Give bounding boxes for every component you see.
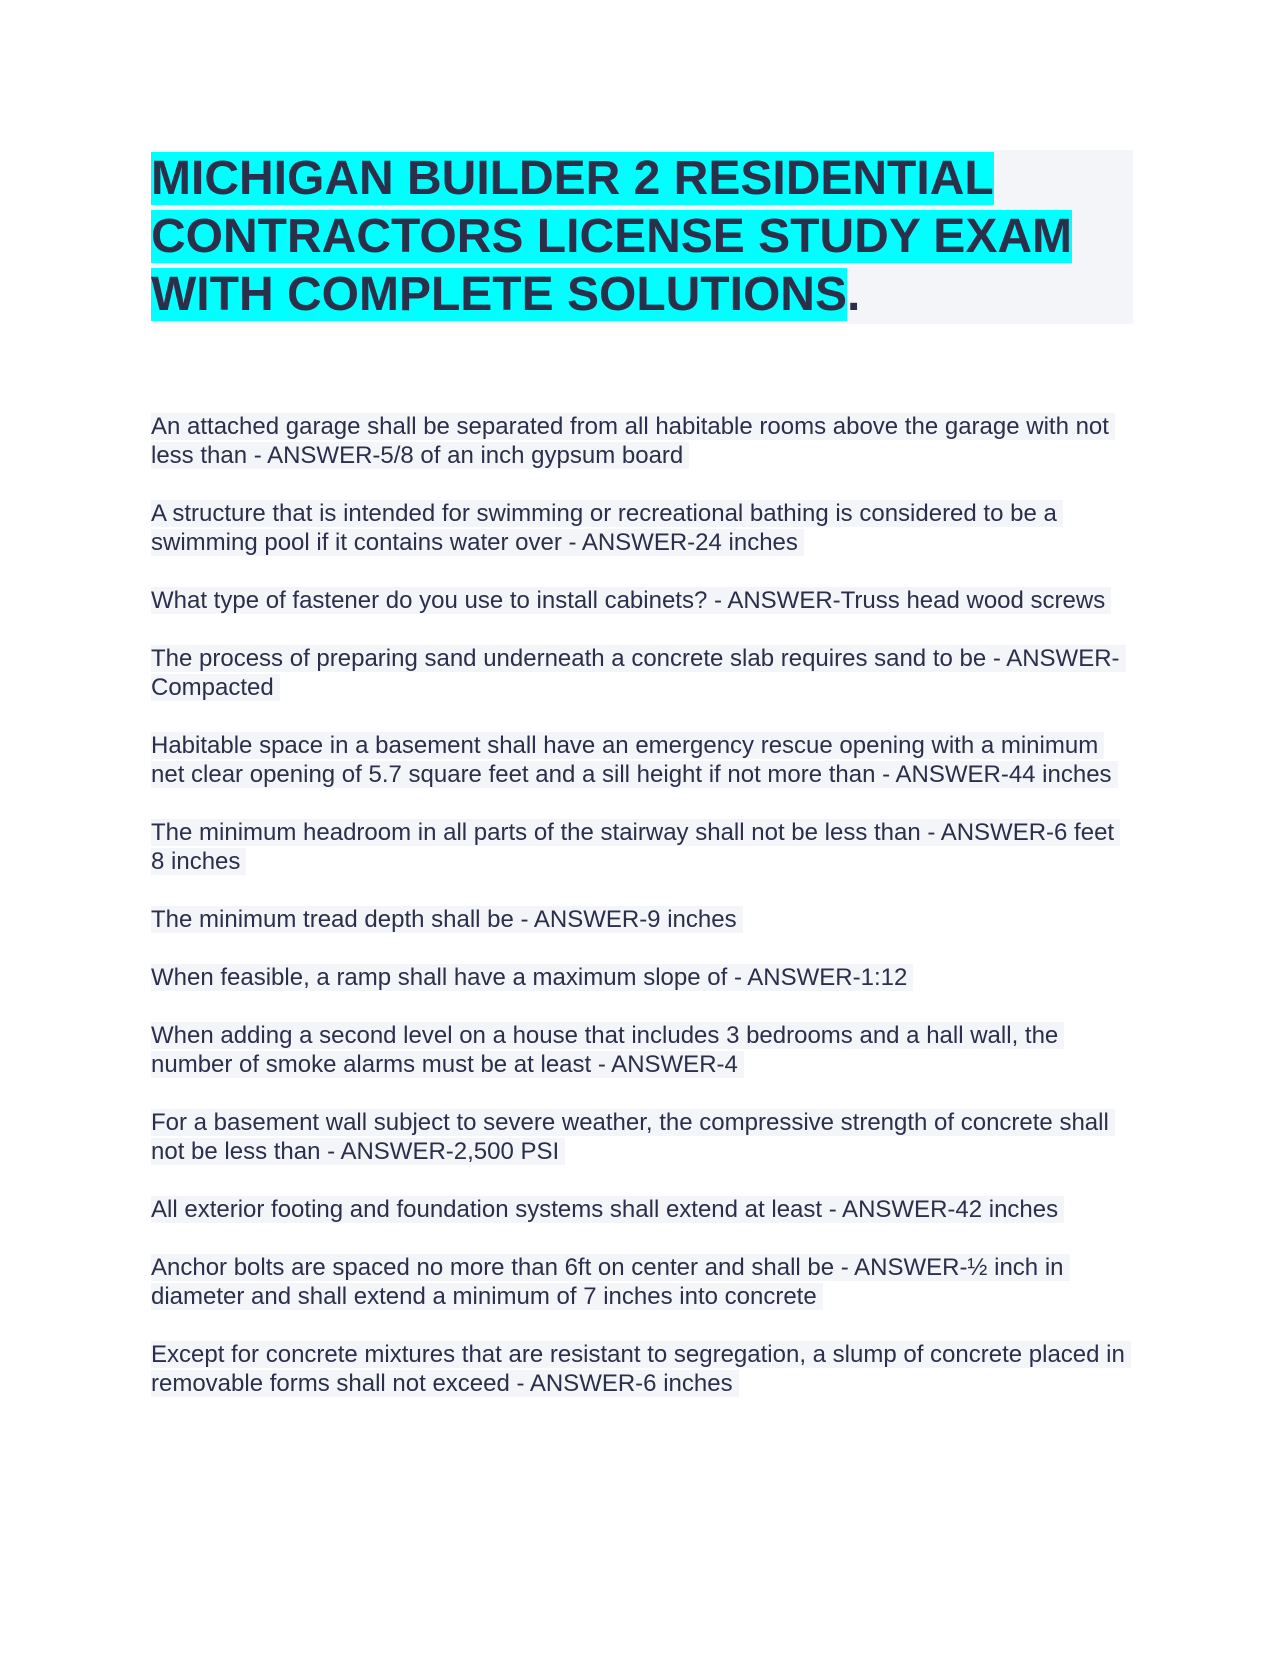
qa-text: When feasible, a ramp shall have a maximum slope of - ANSWER-1:12 [151,964,913,991]
qa-text: The minimum tread depth shall be - ANSWER-9 inches [151,906,743,933]
qa-text: When adding a second level on a house that includes 3 bedrooms and a hall wall, the number of smoke alarms must be at least - ANSWER-4 [151,1022,1064,1078]
title-block [151,150,1133,324]
qa-item [151,1253,1133,1311]
qa-text: What type of fastener do you use to install cabinets? - ANSWER-Truss head wood screws [151,587,1111,614]
qa-text: Except for concrete mixtures that are resistant to segregation, a slump of concrete placed in removable forms shall not exceed - ANSWER-6 inches [151,1341,1131,1397]
title-period: . [846,268,861,321]
qa-item [151,1021,1133,1079]
qa-item [151,1108,1133,1166]
qa-item [151,499,1133,557]
qa-item [151,905,1133,934]
title-highlight: MICHIGAN BUILDER 2 RESIDENTIAL CONTRACTORS LICENSE STUDY EXAM WITH COMPLETE SOLUTIONS [151,152,1072,321]
document-page [151,150,1133,1427]
qa-text: An attached garage shall be separated from all habitable rooms above the garage with not less than - ANSWER-5/8 of an inch gypsum board [151,413,1115,469]
qa-item [151,644,1133,702]
qa-text: The process of preparing sand underneath a concrete slab requires sand to be - ANSWER-Compacted [151,645,1126,701]
qa-item [151,1195,1133,1224]
qa-text: A structure that is intended for swimming or recreational bathing is considered to be a swimming pool if it contains water over - ANSWER-24 inches [151,500,1063,556]
qa-list [151,412,1133,1398]
qa-item [151,731,1133,789]
qa-item [151,586,1133,615]
qa-text: The minimum headroom in all parts of the stairway shall not be less than - ANSWER-6 feet 8 inches [151,819,1120,875]
document-title [151,150,1133,324]
qa-text: Habitable space in a basement shall have an emergency rescue opening with a minimum net clear opening of 5.7 square feet and a sill height if not more than - ANSWER-44 inches [151,732,1118,788]
qa-text: All exterior footing and foundation systems shall extend at least - ANSWER-42 inches [151,1196,1064,1223]
qa-item [151,412,1133,470]
qa-item [151,1340,1133,1398]
qa-item [151,963,1133,992]
qa-text: Anchor bolts are spaced no more than 6ft on center and shall be - ANSWER-½ inch in diameter and shall extend a minimum of 7 inches into concrete [151,1254,1070,1310]
qa-text: For a basement wall subject to severe weather, the compressive strength of concrete shall not be less than - ANSWER-2,500 PSI [151,1109,1115,1165]
qa-item [151,818,1133,876]
